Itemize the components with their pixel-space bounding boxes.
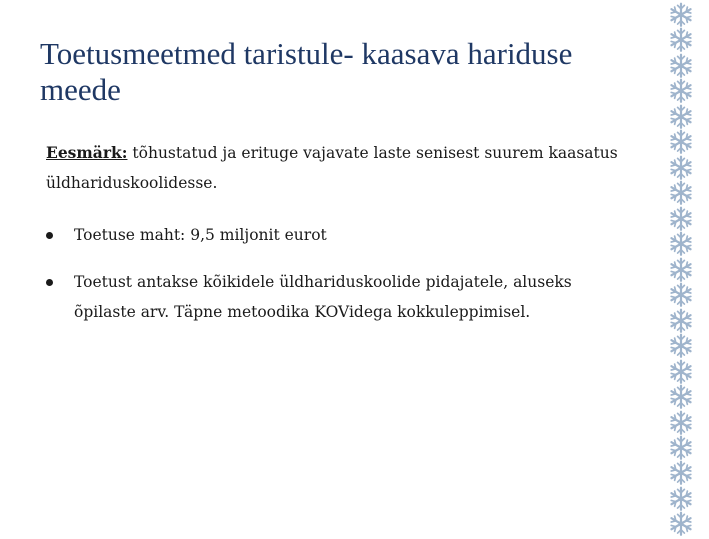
snowflake-icon bbox=[666, 410, 696, 435]
bullet-text: Toetust antakse kõikidele üldhariduskoolide pidajatele, aluseks õpilaste arv. Täpne metoodika KOVidega kokkuleppimisel. bbox=[74, 273, 572, 321]
bullet-item-funding bbox=[46, 220, 626, 250]
snowflake-icon bbox=[666, 155, 696, 180]
snowflake-icon bbox=[666, 486, 696, 511]
snowflake-icon bbox=[666, 2, 696, 27]
snowflake-icon bbox=[666, 231, 696, 256]
snowflake-icon bbox=[666, 333, 696, 358]
snowflake-icon bbox=[666, 257, 696, 282]
goal-paragraph bbox=[46, 138, 626, 198]
bullet-icon bbox=[46, 232, 53, 239]
snowflake-icon bbox=[666, 384, 696, 409]
snowflake-icon bbox=[666, 180, 696, 205]
snowflake-border bbox=[661, 0, 701, 539]
bullet-icon bbox=[46, 279, 53, 286]
bullet-list bbox=[46, 220, 626, 327]
snowflake-icon bbox=[666, 435, 696, 460]
snowflake-icon bbox=[666, 206, 696, 231]
snowflake-icon bbox=[666, 308, 696, 333]
snowflake-icon bbox=[666, 129, 696, 154]
slide-title: Toetusmeetmed taristule- kaasava hariduse meede bbox=[40, 36, 573, 107]
snowflake-icon bbox=[666, 78, 696, 103]
snowflake-icon bbox=[666, 359, 696, 384]
snowflake-icon bbox=[666, 460, 696, 485]
snowflake-icon bbox=[666, 53, 696, 78]
bullet-text: Toetuse maht: 9,5 miljonit eurot bbox=[74, 226, 327, 244]
goal-label: Eesmärk: bbox=[46, 143, 128, 162]
snowflake-icon bbox=[666, 282, 696, 307]
bullet-item-allocation bbox=[46, 267, 626, 327]
snowflake-icon bbox=[666, 511, 696, 536]
goal-text: tõhustatud ja erituge vajavate laste senisest suurem kaasatus üldhariduskoolidesse. bbox=[46, 144, 618, 192]
slide-content bbox=[46, 138, 626, 344]
snowflake-icon bbox=[666, 27, 696, 52]
snowflake-icon bbox=[666, 104, 696, 129]
